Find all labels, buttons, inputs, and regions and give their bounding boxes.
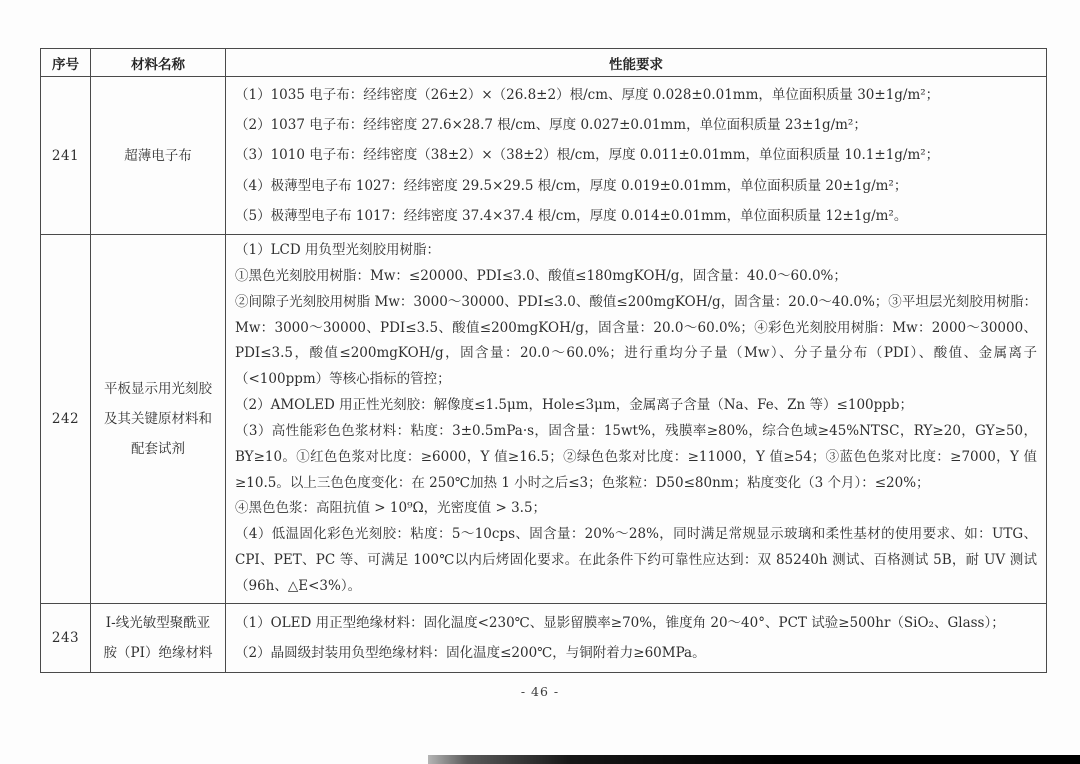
requirement-paragraph: （5）极薄型电子布 1017：经纬密度 37.4×37.4 根/cm，厚度 0.014±0.01mm，单位面积质量 12±1g/m²。 bbox=[235, 207, 908, 224]
performance-requirements bbox=[226, 235, 1047, 604]
serial-number: 243 bbox=[41, 603, 91, 672]
requirement-paragraph: （1）OLED 用正型绝缘材料：固化温度<230℃、显影留膜率≥70%，锥度角 20～40°、PCT 试验≥500hr（SiO₂、Glass）； bbox=[235, 614, 1005, 631]
performance-requirements bbox=[226, 77, 1047, 235]
requirement-paragraph: ④黑色色浆：高阻抗值 > 10⁹Ω，光密度值 > 3.5； bbox=[235, 500, 547, 517]
material-name: I-线光敏型聚酰亚胺（PI）绝缘材料 bbox=[91, 603, 226, 672]
materials-requirements-table bbox=[40, 48, 1047, 673]
requirement-paragraph: （1）LCD 用负型光刻胶用树脂： bbox=[235, 242, 440, 259]
table-row bbox=[41, 603, 1047, 672]
serial-number: 242 bbox=[41, 235, 91, 604]
requirement-paragraph: （2）1037 电子布：经纬密度 27.6×28.7 根/cm、厚度 0.027±0.01mm，单位面积质量 23±1g/m²； bbox=[235, 117, 867, 134]
requirement-paragraph: （4）低温固化彩色光刻胶：粘度：5～10cps、固含量：20%～28%，同时满足常规显示玻璃和柔性基材的使用要求、如：UTG、CPI、PET、PC 等、可满足 100℃以内后烤固化要求。在此条件下约可靠性应达到：双 85240h 测试、百格测试 5B，耐 UV 测试（96h、△E<3%）。 bbox=[235, 526, 1037, 594]
requirement-paragraph: （3）1010 电子布：经纬密度（38±2）×（38±2）根/cm，厚度 0.011±0.01mm，单位面积质量 10.1±1g/m²； bbox=[235, 147, 940, 164]
performance-requirements bbox=[226, 603, 1047, 672]
requirement-paragraph: （2）晶圆级封装用负型绝缘材料：固化温度≤200℃，与铜附着力≥60MPa。 bbox=[235, 644, 706, 661]
requirement-paragraph: （2）AMOLED 用正性光刻胶：解像度≤1.5μm，Hole≤3μm，金属离子含量（Na、Fe、Zn 等）≤100ppb； bbox=[235, 397, 914, 414]
requirement-paragraph: ②间隙子光刻胶用树脂 Mw：3000～30000、PDI≤3.0、酸值≤200mgKOH/g，固含量：20.0～40.0%；③平坦层光刻胶用树脂：Mw：3000～30000、PDI≤3.5、酸值≤200mgKOH/g，固含量：20.0～60.0%；④彩色光刻胶用树脂：Mw：2000～30000、PDI≤3.5，酸值≤200mgKOH/g，固含量：20.0～60.0%；进行重均分子量（Mw）、分子量分布（PDI）、酸值、金属离子（<100ppm）等核心指标的管控； bbox=[235, 293, 1037, 388]
header-performance-requirements: 性能要求 bbox=[226, 49, 1047, 77]
serial-number: 241 bbox=[41, 77, 91, 235]
requirement-paragraph: ①黑色光刻胶用树脂：Mw：≤20000、PDI≤3.0、酸值≤180mgKOH/g，固含量：40.0～60.0%； bbox=[235, 267, 847, 284]
header-serial-number: 序号 bbox=[41, 49, 91, 77]
page-number: - 46 - bbox=[520, 684, 560, 699]
scan-edge-bar bbox=[428, 755, 1080, 764]
table-row bbox=[41, 235, 1047, 604]
header-material-name: 材料名称 bbox=[91, 49, 226, 77]
requirement-paragraph: （1）1035 电子布：经纬密度（26±2）×（26.8±2）根/cm、厚度 0.028±0.01mm，单位面积质量 30±1g/m²； bbox=[235, 87, 940, 103]
requirement-paragraph: （4）极薄型电子布 1027：经纬密度 29.5×29.5 根/cm，厚度 0.019±0.01mm，单位面积质量 20±1g/m²； bbox=[235, 177, 908, 194]
material-name: 超薄电子布 bbox=[91, 77, 226, 235]
table-row bbox=[41, 77, 1047, 235]
table-header-row bbox=[41, 49, 1047, 77]
requirement-paragraph: （3）高性能彩色色浆材料：粘度：3±0.5mPa·s，固含量：15wt%，残膜率≥80%，综合色域≥45%NTSC，RY≥20，GY≥50，BY≥10。①红色色浆对比度：≥6000，Y 值≥16.5；②绿色色浆对比度：≥11000，Y 值≥54；③蓝色色浆对比度：≥7000，Y 值≥10.5。以上三色色度变化：在 250℃加热 1 小时之后≤3；色浆粒：D50≤80nm；粘度变化（3 个月）：≤20%； bbox=[235, 422, 1037, 491]
material-name: 平板显示用光刻胶及其关键原材料和配套试剂 bbox=[91, 235, 226, 604]
